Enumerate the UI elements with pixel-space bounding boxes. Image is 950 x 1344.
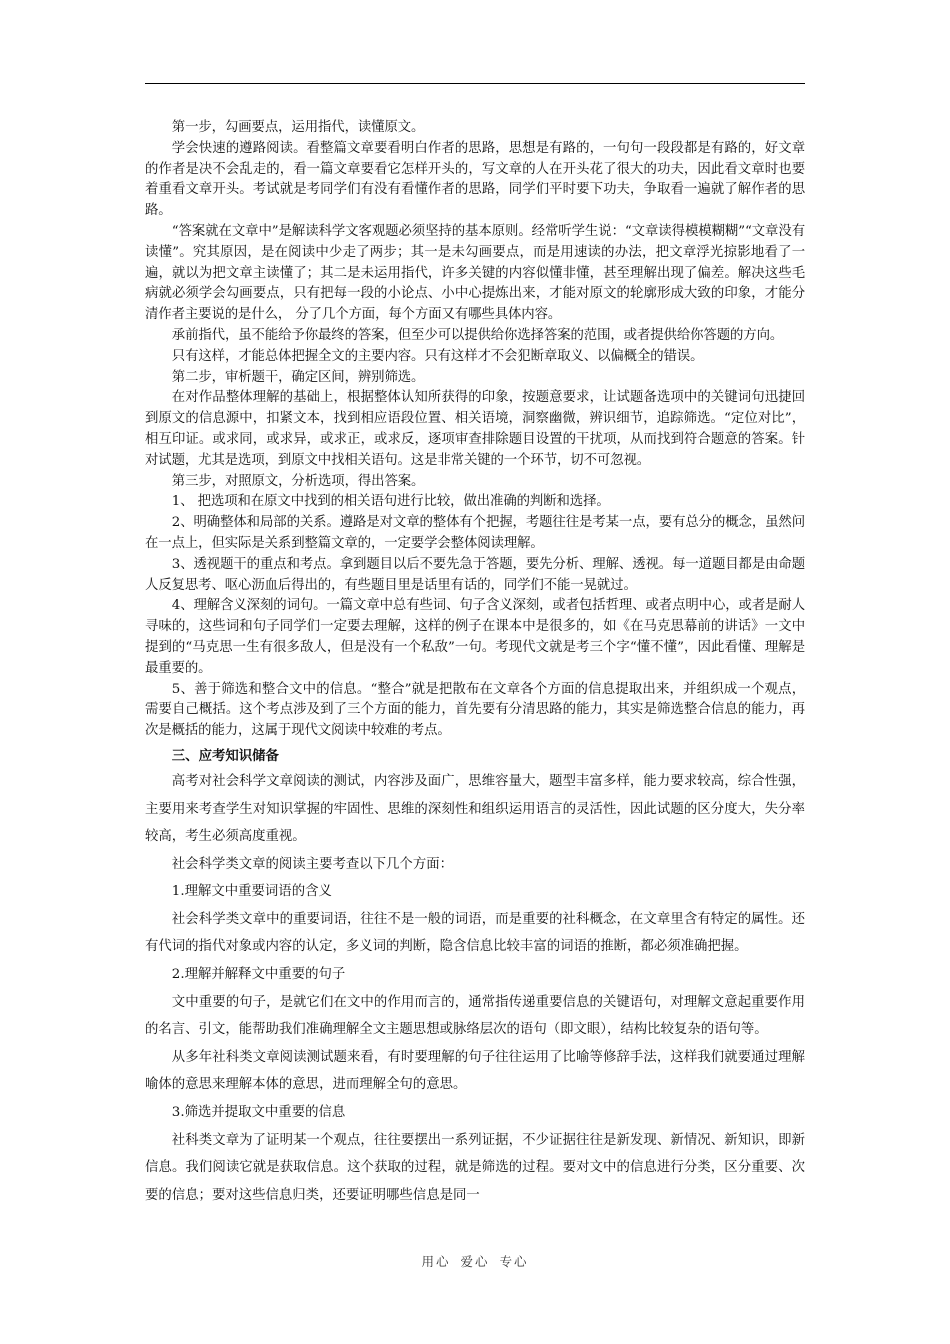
paragraph: 社科类文章为了证明某一个观点，往往要摆出一系列证据，不少证据往往是新发现、新情况、新知识，即新信息。我们阅读它就是获取信息。这个获取的过程，就是筛选的过程。要对文中的信息进行分类，区分重要、次要的信息；要对这些信息归类，还要证明哪些信息是同一 [145, 1132, 805, 1203]
step-one-heading: 第一步，勾画要点，运用指代，读懂原文。 [171, 120, 425, 135]
part-two [145, 768, 805, 1210]
paragraph: 高考对社会科学文章阅读的测试，内容涉及面广，思维容量大，题型丰富多样，能力要求较高，综合性强，主要用来考查学生对知识掌握的牢固性、思维的深刻性和组织运用语言的灵活性，因此试题的区分度大，失分率较高，考生必须高度重视。 [145, 773, 805, 845]
subheading: 2.理解并解释文中重要的句子 [171, 967, 346, 983]
paragraph: 承前指代，虽不能给予你最终的答案，但至少可以提供给你选择答案的范围，或者提供给你答题的方向。 [171, 327, 784, 343]
section-title: 三、应考知识储备 [171, 748, 279, 764]
list-item: 4、理解含义深刻的词句。一篇文章中总有些词、句子含义深刻，或者包括哲理、或者点明中心，或者是耐人寻味的，这些词和句子同学们一定要去理解，这样的例子在课本中是很多的，如《在马克思幕前的讲话》一文中提到的“马克思一生有很多敌人，但是没有一个私敌”一句。考现代文就是考三个字“懂不懂”，因此看懂、理解是最重要的。 [145, 598, 805, 676]
subheading: 1.理解文中重要词语的含义 [171, 884, 332, 900]
part-one [145, 118, 805, 742]
paragraph: 学会快速的遵路阅读。看整篇文章要看明白作者的思路，思想是有路的，一句句一段段都是有路的，好文章的作者是决不会乱走的，看一篇文章要看它怎样开头的，写文章的人在开头花了很大的功夫，因此看文章时也要着重看文章开头。考试就是考同学们有没有看懂作者的思路，同学们平时要下功夫，争取看一遍就了解作者的思路。 [145, 140, 805, 219]
paragraph: 在对作品整体理解的基础上，根据整体认知所获得的印象，按题意要求，让试题备选项中的关键词句迅捷回到原文的信息源中，扣紧文本，找到相应语段位置、相关语境，洞察幽微，辨识细节，追踪筛选。“定位对比”，相互印证。或求同，或求异，或求正，或求反，逐项审查排除题目设置的干扰项，从而找到符合题意的答案。针对试题，尤其是选项，到原文中找相关语句。这是非常关键的一个环节，切不可忽视。 [145, 390, 805, 468]
header-rule [145, 83, 805, 84]
list-item: 5、善于筛选和整合文中的信息。“整合”就是把散布在文章各个方面的信息提取出来，并组织成一个观点，需要自己概括。这个考点涉及到了三个方面的能力，首先要有分清思路的能力，其实是筛选整合信息的能力，再次是概括的能力，这属于现代文阅读中较难的考点。 [145, 681, 805, 739]
paragraph: 文中重要的句子，是就它们在文中的作用而言的，通常指传递重要信息的关键语句，对理解文意起重要作用的名言、引文，能帮助我们准确理解全文主题思想或脉络层次的语句（即文眼），结构比较复杂的语句等。 [145, 994, 805, 1038]
list-item: 3、透视题干的重点和考点。拿到题目以后不要先急于答题，要先分析、理解、透视。每一道题目都是由命题人反复思考、呕心沥血后得出的，有些题目里是话里有话的，同学们不能一晃就过。 [145, 556, 805, 593]
page-footer: 用心 爱心 专心 [421, 1254, 529, 1269]
list-item: 1、 把选项和在原文中找到的相关语句进行比较，做出准确的判断和选择。 [171, 494, 610, 510]
page-body [145, 118, 805, 1209]
paragraph: 只有这样，才能总体把握全文的主要内容。只有这样才不会犯断章取义、以偏概全的错误。 [171, 348, 704, 364]
step-two-heading: 第二步，审析题干，确定区间，辨别筛选。 [171, 369, 425, 385]
paragraph: 社会科学类文章中的重要词语，往往不是一般的词语，而是重要的社科概念，在文章里含有特定的属性。还有代词的指代对象或内容的认定，多义词的判断，隐含信息比较丰富的词语的推断，都必须准确把握。 [145, 911, 805, 955]
subheading: 3.筛选并提取文中重要的信息 [171, 1105, 346, 1121]
paragraph: “答案就在文章中”是解读科学文客观题必须坚持的基本原则。经常听学生说：“文章读得模模糊糊”“文章没有读懂”。究其原因，是在阅读中少走了两步；其一是未勾画要点，而是用速读的办法，把文章浮光掠影地看了一遍，就以为把文章主读懂了；其二是未运用指代，许多关键的内容似懂非懂，甚至理解出现了偏差。解决这些毛病就必须学会勾画要点，只有把每一段的小论点、小中心提炼出来，才能对原文的轮廓形成大致的印象，才能分清作者主要说的是什么， 分了几个方面，每个方面又有哪些具体内容。 [145, 223, 805, 323]
step-three-heading: 第三步，对照原文，分析选项，得出答案。 [171, 473, 425, 489]
paragraph: 从多年社科类文章阅读测试题来看，有时要理解的句子往往运用了比喻等修辞手法，这样我们就要通过理解喻体的意思来理解本体的意思，进而理解全句的意思。 [145, 1049, 805, 1093]
list-item: 2、明确整体和局部的关系。遵路是对文章的整体有个把握，考题往往是考某一点，要有总分的概念，虽然问在一点上，但实际是关系到整篇文章的，一定要学会整体阅读理解。 [145, 515, 805, 551]
paragraph: 社会科学类文章的阅读主要考查以下几个方面： [171, 856, 453, 872]
